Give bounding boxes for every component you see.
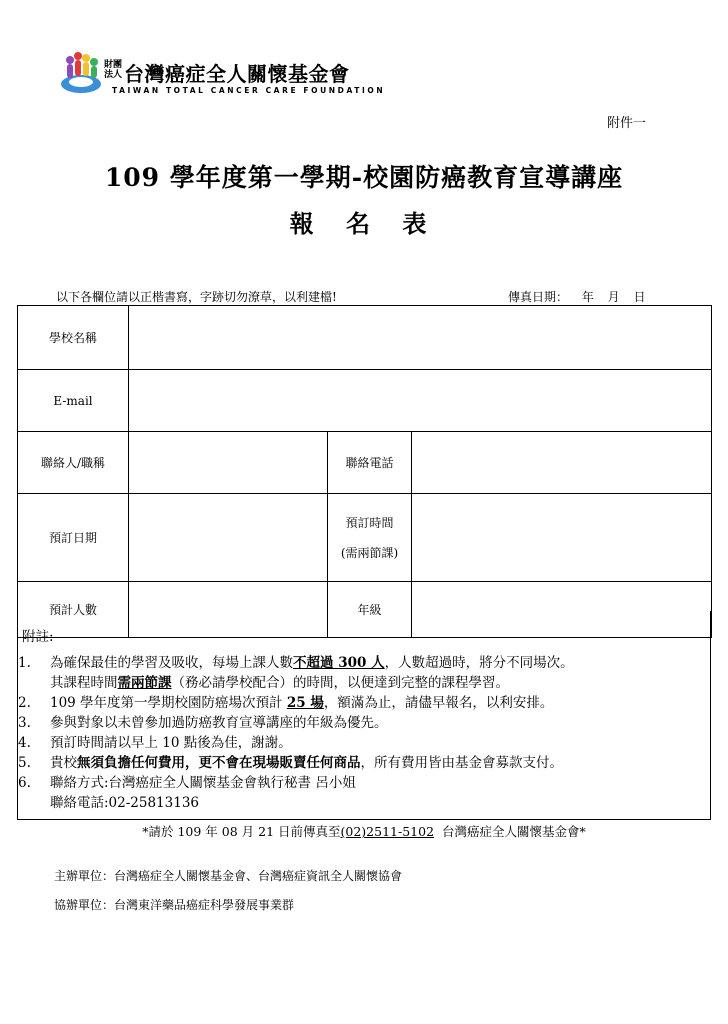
notes-heading: 附註:: [22, 629, 54, 645]
contact-label: 聯絡人/職稱: [18, 432, 129, 494]
note-item-2: [18, 693, 574, 713]
note-text: ，額滿為止，請儘早報名，以利安排。: [323, 695, 554, 711]
logo-english-name: TAIWAN TOTAL CANCER CARE FOUNDATION: [112, 86, 386, 95]
time-field[interactable]: [412, 494, 712, 582]
note-emphasis: 25 場: [286, 695, 324, 711]
note-number: 4.: [18, 735, 31, 751]
note-number: 3.: [18, 715, 31, 731]
note-item-4: [18, 733, 574, 753]
foundation-logo: [56, 48, 386, 104]
fax-date-label: 傳真日期： 年 月 日: [508, 290, 646, 304]
note-emphasis: 不超過 300 人: [293, 655, 385, 671]
note-text: ，所有費用皆由基金會募款支付。: [360, 755, 563, 771]
attachment-label: 附件一: [606, 116, 646, 131]
logo-prefix: 財團法人: [104, 60, 123, 80]
time-label-line-1: 預訂時間: [345, 515, 394, 530]
note-item-6: [18, 773, 574, 813]
foundation-logo-icon: [56, 48, 106, 98]
attendees-label: 預計人數: [18, 582, 129, 638]
notes-box: [17, 611, 711, 820]
note-text: 預訂時間請以早上 10 點後為佳，謝謝。: [50, 735, 292, 751]
note-number: 5.: [18, 755, 31, 771]
time-label: [328, 494, 412, 582]
page-title: 109 學年度第一學期-校園防癌教育宣導講座: [104, 163, 624, 192]
note-item-3: [18, 713, 574, 733]
contact-field[interactable]: [129, 432, 328, 494]
note-text: 其課程時間: [50, 675, 118, 691]
email-label: E-mail: [18, 370, 129, 432]
note-contact-phone: 聯絡電話:02-25813136: [50, 795, 200, 811]
note-number: 6.: [18, 775, 31, 791]
note-text: ，人數超過時，將分不同場次。: [384, 655, 574, 671]
school-name-field[interactable]: [129, 306, 712, 370]
note-item-1: [18, 653, 574, 693]
note-emphasis: 需兩節課: [117, 675, 172, 691]
deadline-prefix: *請於 109 年 08 月 21 日前傳真至: [142, 824, 341, 839]
notes-list: [18, 653, 574, 813]
email-field[interactable]: [129, 370, 712, 432]
note-number: 1.: [18, 655, 31, 671]
phone-field[interactable]: [412, 432, 712, 494]
note-emphasis: 無須負擔任何費用，更不會在現場販賣任何商品: [77, 755, 361, 771]
note-text: 參與對象以未曾參加過防癌教育宣導講座的年級為優先。: [50, 715, 388, 731]
note-text: 109 學年度第一學期校園防癌場次預計: [50, 695, 287, 711]
phone-label: 聯絡電話: [328, 432, 412, 494]
form-instruction: 以下各欄位請以正楷書寫，字跡切勿潦草，以利建檔!: [56, 290, 337, 304]
grade-label: 年級: [328, 582, 412, 638]
date-field[interactable]: [129, 494, 328, 582]
note-item-5: [18, 753, 574, 773]
note-text: 貴校: [50, 755, 77, 771]
note-text: 為確保最佳的學習及吸收，每場上課人數: [50, 655, 293, 671]
note-number: 2.: [18, 695, 31, 711]
school-name-label: 學校名稱: [18, 306, 129, 370]
date-label: 預訂日期: [18, 494, 129, 582]
co-organizer-line: 協辦單位：台灣東洋藥品癌症科學發展事業群: [54, 898, 295, 912]
time-label-line-2: (需兩節課): [340, 545, 399, 560]
deadline-suffix: 台灣癌症全人關懷基金會*: [434, 824, 586, 839]
note-text: （務必請學校配合）的時間，以便達到完整的課程學習。: [171, 675, 509, 691]
logo-name: 台灣癌症全人關懷基金會: [124, 62, 350, 86]
fax-deadline: [0, 822, 728, 840]
page-subtitle: 報 名 表: [289, 209, 439, 238]
organizer-line: 主辦單位：台灣癌症全人關懷基金會、台灣癌症資訊全人關懷協會: [54, 869, 403, 883]
registration-form: [17, 305, 712, 638]
note-contact-method: 聯絡方式:台灣癌症全人關懷基金會執行秘書 呂小姐: [50, 775, 356, 791]
fax-number: (02)2511-5102: [340, 824, 435, 839]
